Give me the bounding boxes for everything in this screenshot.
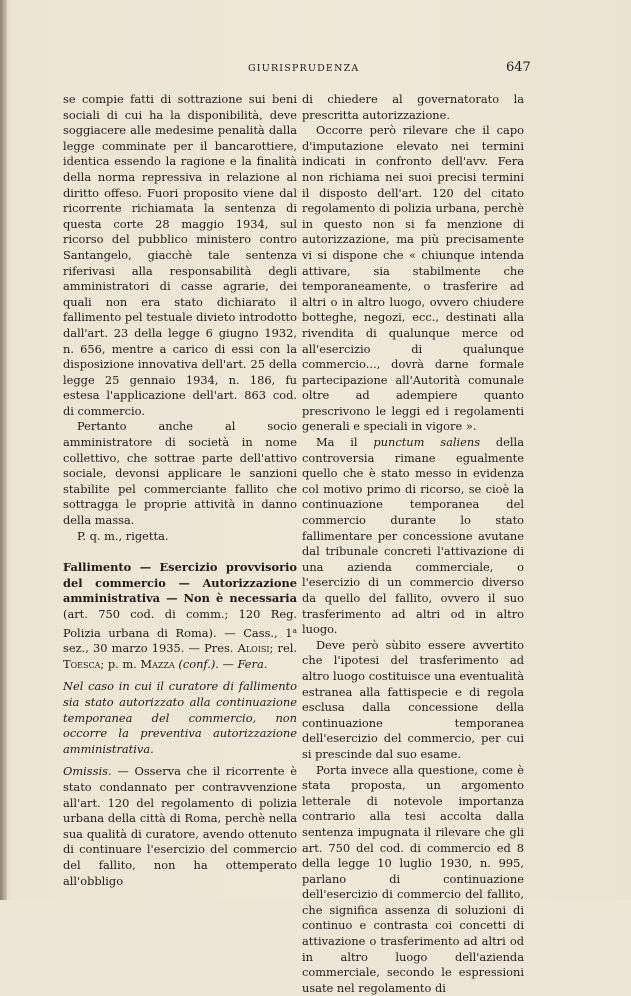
right-paragraph-1: di chiedere al governatorato la prescritta autorizzazione. [302,92,524,122]
case-heading-citation-b: sez., 30 marzo 1935. — Pres. [63,641,238,656]
right-paragraph-5: Porta invece alla questione, come è stata proposta, un argomento letterale di notevole importanza contrario alla tesi accolta dalla sentenza impugnata il rilevare che gli art. 750 del cod. di commercio ed 8 della legge 10 luglio 1930, n. 995, parlano di continuazione dell'esercizio di commercio del fallito, che significa assenza di soluzioni di continuo e contrasta coi concetti di attivazione o trasferimento ad altri od in altro luogo dell'azienda commerciale, secondo le espressioni usate nel regolamento di [302,762,524,995]
book-spine-shadow [0,0,7,900]
right-paragraph-3 [302,435,524,638]
case-heading-title: Fallimento — Esercizio provvisorio del commercio — Autorizzazione amministrativa — Non è necessaria [63,560,297,606]
judge-rapporteur: Toesca [63,656,101,671]
left-paragraph-2: Pertanto anche al socio amministratore di società in nome collettivo, che sottrae parte dell'attivo sociale, devonsi applicare le sanzioni stabilite pel commerciante fallito che sottragga le proprie attività in danno della massa. [63,419,297,528]
right-paragraph-3-a: Ma il [316,435,374,450]
case-heading-superscript: a [292,625,297,635]
right-paragraph-3-b: della controversia rimane egualmente quello che è stato messo in evidenza col motivo primo di ricorso, se cioè la continuazione temporanea del commercio durante lo stato fallimentare per concessione avutane dal tribunale concreti l'attivazione di una azienda commerciale, o l'esercizio di un commercio diverso da quello del fallito, ovvero il suo trasferimento ad altri od in altro luogo. [302,435,524,637]
rel-label: ; rel. [269,641,297,656]
case-heading [63,560,297,672]
left-paragraph-1: se compie fatti di sottrazione sui beni sociali di cui ha la disponibilità, deve soggiacere alle medesime penalità dalla legge comminate per il bancarottiere, identica essendo la ragione e la finalità della norma repressiva in relazione al diritto offeso. Fuori proposito viene dal ricorrente richiamata la sentenza di questa corte 28 maggio 1934, sul ricorso del pubblico ministero contro Santangelo, giacchè tale sentenza riferivasi alla responsabilità degli amministratori di casse agrarie, dei quali non era stato dichiarato il fallimento pel testuale divieto introdotto dall'art. 23 della legge 6 giugno 1932, n. 656, mentre a carico di essi con la disposizione innovativa dell'art. 25 della legge 25 gennaio 1934, n. 186, fu estesa l'applicazione dell'art. 863 cod. di commercio. [63,92,297,418]
case-heading-citation-a: (art. 750 cod. di comm.; 120 Reg. Polizia urbana di Roma). — Cass., 1 [63,607,297,640]
punctum-saliens: punctum saliens [373,435,481,450]
case-heading-conf: (conf.). — Fera. [174,656,268,671]
omissis-text: — Osserva che il ricorrente è stato condannato per contravvenzione all'art. 120 del regolamento di polizia urbana della città di Roma, perchè nella sua qualità di curatore, avendo ottenuto di continuare l'esercizio del commercio del fallito, non ha ottemperato all'obbligo [63,764,297,888]
left-column [63,92,297,889]
page-number: 647 [506,60,531,75]
public-minister: Mazza [140,656,175,671]
judge-president: Aloisi [237,641,270,656]
omissis-label: Omissis. [63,764,112,779]
right-column [302,92,524,996]
right-paragraph-2: Occorre però rilevare che il capo d'imputazione elevato nei termini indicati in confronto dell'avv. Fera non richiama nei suoi precisi termini il disposto dell'art. 120 del citato regolamento di polizia urbana, perchè in questo non si fa menzione di autorizzazione, ma più precisamente vi si dispone che « chiunque intenda attivare, sia stabilmente che temporaneamente, o trasferire ad altri o in altro luogo, ovvero chiudere botteghe, negozi, ecc., destinati alla rivendita di qualunque merce od all'esercizio di qualunque commercio..., dovrà darne formale partecipazione all'Autorità comunale oltre ad adempiere quanto prescrivono le leggi ed i regolamenti generali e speciali in vigore ». [302,123,524,434]
left-paragraph-3: P. q. m., rigetta. [77,528,169,543]
running-head: GIURISPRUDENZA [248,63,360,74]
case-maxim: Nel caso in cui il curatore di fallimento sia stato autorizzato alla continuazione temporanea del commercio, non occorre la preventiva autorizzazione amministrativa. [63,679,297,756]
omissis-paragraph [63,764,297,889]
pm-label: ; p. m. [100,656,141,671]
right-paragraph-4: Deve però sùbito essere avvertito che l'ipotesi del trasferimento ad altro luogo costituisce una eventualità estranea alla fattispecie e di regola esclusa dalla concessione della continuazione temporanea dell'esercizio del commercio, per cui si prescinde dal suo esame. [302,637,524,761]
